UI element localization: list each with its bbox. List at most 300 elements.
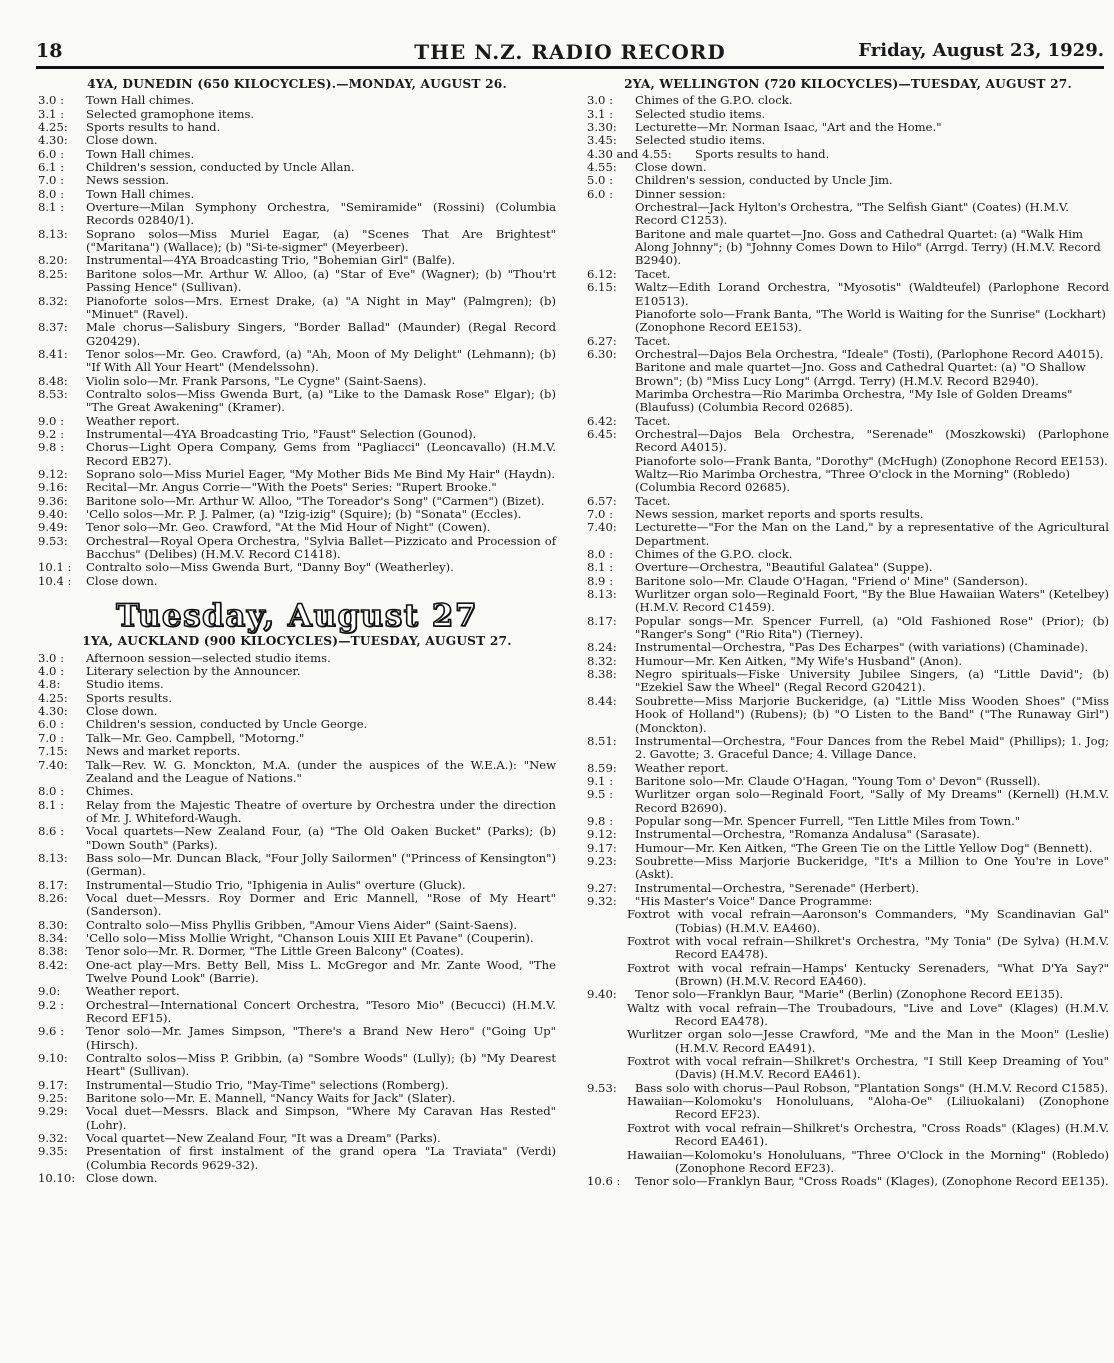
day-heading: Tuesday, August 27	[116, 598, 478, 635]
program-text: Tenor solos—Mr. Geo. Crawford, (a) "Ah, Moon of My Delight" (Lehmann); (b) "If With All Your Heart" (Mendelssohn).	[86, 346, 556, 375]
program-time: 3.0 :	[38, 650, 65, 665]
program-time: 3.1 :	[587, 106, 614, 121]
program-item	[587, 281, 1109, 308]
program-item	[38, 879, 556, 892]
program-item	[38, 959, 556, 986]
program-text: Contralto solos—Miss P. Gribbin, (a) "Sombre Woods" (Lully); (b) "My Dearest Heart" (Sullivan).	[86, 1051, 556, 1079]
program-time: 7.0 :	[38, 730, 65, 745]
program-text: Chimes.	[86, 784, 134, 799]
program-item	[587, 842, 1109, 855]
program-item	[587, 882, 1109, 895]
program-item	[587, 695, 1109, 735]
program-item	[587, 762, 1109, 775]
program-continuation: Foxtrot with vocal refrain—Aaronson's Commanders, "My Scandinavian Gal" (Tobias) (H.M.V. EA460).	[627, 907, 1109, 935]
program-time: 9.6 :	[38, 1024, 65, 1039]
program-item	[38, 652, 556, 665]
program-time: 3.0 :	[587, 93, 614, 108]
program-text: Instrumental—Orchestra, "Romanza Andalusa" (Sarasate).	[635, 827, 980, 842]
program-time: 4.25:	[38, 690, 68, 705]
program-time: 9.36:	[38, 493, 68, 508]
program-item	[38, 799, 556, 826]
program-text: Contralto solos—Miss Gwenda Burt, (a) "Like to the Damask Rose" Elgar); (b) "The Great Awakening" (Kramer).	[86, 386, 556, 415]
program-item	[38, 852, 556, 879]
program-item	[38, 495, 556, 508]
program-continuation: Foxtrot with vocal refrain—Shilkret's Orchestra, "I Still Keep Dreaming of You" (Davis) (H.M.V. Record EA461).	[627, 1054, 1109, 1082]
program-text: Tenor solo—Mr. Geo. Crawford, "At the Mid Hour of Night" (Cowen).	[86, 520, 491, 535]
program-time: 9.1 :	[587, 773, 614, 788]
program-time: 9.32:	[587, 893, 617, 908]
program-text: Selected studio items.	[635, 106, 766, 121]
program-time: 4.30:	[38, 704, 68, 719]
program-time: 9.53:	[38, 533, 68, 548]
program-time: 10.6 :	[587, 1174, 621, 1189]
program-time: 8.26:	[38, 890, 68, 905]
program-item	[38, 134, 556, 147]
program-text: Relay from the Majestic Theatre of overture by Orchestra under the direction of Mr. J. Whiteford-Waugh.	[86, 797, 556, 825]
program-time: 8.1 :	[38, 797, 65, 812]
program-time: 9.10:	[38, 1051, 68, 1066]
program-text: Close down.	[86, 573, 158, 588]
program-text: Soprano solo—Miss Muriel Eager, "My Mother Bids Me Bind My Hair" (Haydn).	[86, 466, 556, 481]
program-time: 9.8 :	[38, 440, 65, 455]
program-time: 8.13:	[38, 226, 68, 241]
program-text: Dinner session:	[635, 186, 726, 201]
program-text: "His Master's Voice" Dance Programme:	[635, 893, 873, 908]
program-time: 8.38:	[38, 944, 68, 959]
program-time: 7.0 :	[587, 507, 614, 521]
program-item	[38, 375, 556, 388]
program-item	[38, 1092, 556, 1105]
program-time: 8.37:	[38, 320, 68, 335]
program-item	[38, 745, 556, 758]
program-time: 6.0 :	[38, 717, 65, 732]
program-text: Bass solo—Mr. Duncan Black, "Four Jolly Sailormen" ("Princess of Kensington") (German).	[86, 850, 556, 879]
program-text: Popular song—Mr. Spencer Furrell, "Ten Little Miles from Town."	[635, 813, 1021, 828]
program-item	[38, 174, 556, 187]
program-item	[38, 1052, 556, 1079]
issue-date: Friday, August 23, 1929.	[858, 40, 1104, 61]
program-item	[38, 228, 556, 255]
program-item	[587, 161, 1109, 174]
program-time: 7.40:	[587, 520, 617, 535]
program-text: Tenor solo—Mr. R. Dormer, "The Little Green Balcony" (Coates).	[86, 944, 464, 959]
program-time: 5.0 :	[587, 173, 614, 188]
program-item	[38, 785, 556, 798]
program-item	[587, 415, 1109, 428]
program-item	[587, 988, 1109, 1001]
program-time: 9.0:	[38, 984, 61, 999]
program-time: 8.1 :	[38, 200, 65, 215]
program-time: 9.8 :	[587, 813, 614, 828]
program-item	[587, 508, 1109, 521]
program-item	[38, 468, 556, 481]
program-time: 6.57:	[587, 493, 617, 508]
program-time: 3.45:	[587, 133, 617, 148]
program-time: 6.30:	[587, 346, 617, 361]
program-text: Humour—Mr. Ken Aitken, "The Green Tie on the Little Yellow Dog" (Bennett).	[635, 840, 1093, 855]
program-text: 'Cello solo—Miss Mollie Wright, "Chanson Louis XIII Et Pavane" (Couperin).	[86, 930, 534, 945]
program-time: 6.27:	[587, 333, 617, 348]
program-text: Talk—Mr. Geo. Campbell, "Motorng."	[86, 730, 305, 745]
program-text: Baritone solo—Mr. Claude O'Hagan, "Friend o' Mine" (Sanderson).	[635, 573, 1028, 588]
program-text: Town Hall chimes.	[86, 186, 195, 201]
program-item	[38, 295, 556, 322]
program-item	[38, 665, 556, 678]
program-text: Close down.	[86, 1171, 158, 1186]
program-time: 4.25:	[38, 120, 68, 135]
program-time: 7.0 :	[38, 173, 65, 188]
program-time: 9.25:	[38, 1091, 68, 1106]
program-item	[38, 161, 556, 174]
program-text: Tenor solo—Mr. James Simpson, "There's a Brand New Hero" ("Going Up" (Hirsch).	[86, 1024, 556, 1052]
station-heading-1ya: 1YA, AUCKLAND (900 KILOCYCLES)—TUESDAY, AUGUST 27.	[82, 634, 512, 649]
program-text: Weather report.	[86, 413, 180, 428]
program-time: 8.24:	[587, 640, 617, 655]
program-time: 10.10:	[38, 1171, 76, 1186]
program-time: 8.30:	[38, 917, 68, 932]
program-item	[587, 641, 1109, 654]
program-continuation: Orchestral—Jack Hylton's Orchestra, "The Selfish Giant" (Coates) (H.M.V. Record C1253).	[635, 200, 1069, 228]
program-time: 9.40:	[587, 987, 617, 1002]
program-item	[38, 825, 556, 852]
program-text: News and market reports.	[86, 744, 241, 759]
program-time: 8.0 :	[38, 784, 65, 799]
program-item	[38, 945, 556, 958]
program-item	[38, 108, 556, 121]
program-text: Soprano solos—Miss Muriel Eagar, (a) "Scenes That Are Brightest" ("Maritana") (Wallace); (b) "Si-te-sigmer" (Meyerbeer).	[86, 226, 556, 255]
program-item	[38, 1145, 556, 1172]
program-time: 8.6 :	[38, 824, 65, 839]
program-item	[38, 1079, 556, 1092]
program-text: Overture—Milan Symphony Orchestra, "Semiramide" (Rossini) (Columbia Records 02840/1).	[86, 200, 556, 228]
program-time: 6.0 :	[38, 146, 65, 161]
program-item	[38, 759, 556, 786]
program-list-1ya	[38, 652, 556, 1186]
program-time: 8.17:	[587, 613, 617, 628]
program-item	[38, 985, 556, 998]
program-time: 9.17:	[38, 1077, 68, 1092]
program-text: Chorus—Light Opera Company, Gems from "Pagliacci" (Leoncavallo) (H.M.V. Record EB27).	[86, 440, 556, 468]
program-item	[38, 481, 556, 494]
program-time: 4.55:	[587, 160, 617, 175]
program-text: Baritone solo—Mr. Claude O'Hagan, "Young Tom o' Devon" (Russell).	[635, 773, 1041, 788]
program-time: 8.51:	[587, 733, 617, 748]
program-text: Chimes of the G.P.O. clock.	[635, 93, 793, 108]
program-time: 4.8:	[38, 677, 61, 692]
program-time: 6.45:	[587, 426, 617, 441]
program-text: Negro spirituals—Fiske University Jubilee Singers, (a) "Little David"; (b) "Ezekiel Saw the Wheel" (Regal Record G20421).	[635, 667, 1109, 695]
program-list-4ya	[38, 94, 556, 588]
program-item	[587, 655, 1109, 668]
program-continuation: Marimba Orchestra—Rio Marimba Orchestra, "My Isle of Golden Dreams" (Blaufuss) (Columbia Record 02685).	[635, 386, 1073, 415]
program-continuation: Waltz with vocal refrain—The Troubadours, "Live and Love" (Klages) (H.M.V. Record EA478).	[627, 1000, 1109, 1029]
program-text: News session.	[86, 173, 170, 188]
program-item	[587, 548, 1109, 561]
program-time: 9.53:	[587, 1080, 617, 1095]
program-time: 9.32:	[38, 1131, 68, 1146]
program-item	[38, 428, 556, 441]
program-time: 9.23:	[587, 853, 617, 868]
program-item	[38, 94, 556, 107]
program-time: 9.0 :	[38, 413, 65, 428]
program-item	[38, 121, 556, 134]
program-text: Selected studio items.	[635, 133, 766, 148]
program-item	[587, 174, 1109, 187]
program-text: Recital—Mr. Angus Corrie—"With the Poets" Series: "Rupert Brooke."	[86, 480, 497, 495]
program-text: Instrumental—Orchestra, "Four Dances from the Rebel Maid" (Phillips); 1. Jog; 2. Gavotte; 3. Graceful Dance; 4. Village Dance.	[635, 733, 1109, 762]
program-item	[38, 919, 556, 932]
program-text: Instrumental—Studio Trio, "May-Time" selections (Romberg).	[86, 1077, 449, 1092]
program-item	[38, 705, 556, 718]
program-item	[587, 148, 1109, 161]
program-time: 9.49:	[38, 520, 68, 535]
program-item	[587, 428, 1109, 455]
program-item	[587, 815, 1109, 828]
program-text: Tenor solo—Franklyn Baur, "Marie" (Berlin) (Zonophone Record EE135).	[635, 987, 1064, 1002]
program-text: Weather report.	[86, 984, 180, 999]
program-time: 9.2 :	[38, 426, 65, 441]
program-time: 8.32:	[587, 653, 617, 668]
program-item	[587, 268, 1109, 281]
program-text: Children's session, conducted by Uncle George.	[86, 717, 368, 732]
program-time: 4.30:	[38, 133, 68, 148]
program-item	[587, 668, 1109, 695]
program-item	[587, 788, 1109, 815]
program-item	[38, 201, 556, 228]
program-time: 8.13:	[587, 587, 617, 602]
program-text: Town Hall chimes.	[86, 93, 195, 108]
program-time: 8.38:	[587, 667, 617, 682]
program-time: 7.40:	[38, 757, 68, 772]
program-text: Contralto solo—Miss Phyllis Gribben, "Amour Viens Aider" (Saint-Saens).	[86, 917, 518, 932]
program-item	[38, 415, 556, 428]
program-text: Overture—Orchestra, "Beautiful Galatea" (Suppe).	[635, 560, 933, 575]
program-text: Waltz—Edith Lorand Orchestra, "Myosotis" (Waldteufel) (Parlophone Record E10513).	[635, 280, 1109, 308]
program-time: 8.25:	[38, 266, 68, 281]
program-time: 6.12:	[587, 266, 617, 281]
program-text: News session, market reports and sports results.	[635, 507, 924, 521]
program-text: Sports results.	[86, 690, 173, 705]
program-item	[38, 1025, 556, 1052]
program-item	[38, 188, 556, 201]
program-item	[587, 895, 1109, 908]
program-text: Vocal quartet—New Zealand Four, "It was a Dream" (Parks).	[86, 1131, 441, 1146]
program-item	[38, 575, 556, 588]
program-item	[587, 1082, 1109, 1095]
program-text: Instrumental—Orchestra, "Serenade" (Herbert).	[635, 880, 920, 895]
program-item	[587, 828, 1109, 841]
program-item	[587, 94, 1109, 107]
program-item	[38, 1105, 556, 1132]
right-column	[587, 78, 1109, 1189]
program-item	[38, 321, 556, 348]
program-time: 6.0 :	[587, 186, 614, 201]
program-text: Vocal duet—Messrs. Black and Simpson, "Where My Caravan Has Rested" (Lohr).	[86, 1104, 556, 1132]
program-text: Instrumental—Orchestra, "Pas Des Echarpes" (with variations) (Chaminade).	[635, 640, 1089, 655]
program-text: Tacet.	[635, 266, 671, 281]
program-text: Instrumental—Studio Trio, "Iphigenia in Aulis" overture (Gluck).	[86, 877, 466, 892]
program-text: Tacet.	[635, 413, 671, 428]
program-text: Violin solo—Mr. Frank Parsons, "Le Cygne" (Saint-Saens).	[86, 373, 427, 388]
program-text: Studio items.	[86, 677, 164, 692]
program-item	[587, 495, 1109, 508]
program-continuation: Pianoforte solo—Frank Banta, "Dorothy" (McHugh) (Zonophone Record EE153).	[635, 453, 1108, 468]
program-time: 6.1 :	[38, 160, 65, 175]
program-time: 8.32:	[38, 293, 68, 308]
program-item	[587, 188, 1109, 201]
program-time: 8.0 :	[38, 186, 65, 201]
program-text: Orchestral—International Concert Orchestra, "Tesoro Mio" (Becucci) (H.M.V. Record EF15).	[86, 997, 556, 1026]
program-item	[38, 1172, 556, 1185]
program-text: Baritone solos—Mr. Arthur W. Alloo, (a) "Star of Eve" (Wagner); (b) "Thou'rt Passing Hence" (Sullivan).	[86, 266, 556, 295]
program-time: 8.41:	[38, 346, 68, 361]
program-time: 3.30:	[587, 120, 617, 135]
program-item	[587, 348, 1109, 361]
masthead-rule	[36, 66, 1104, 69]
program-time: 8.9 :	[587, 573, 614, 588]
program-text: Weather report.	[635, 760, 729, 775]
program-item	[587, 775, 1109, 788]
program-text: Orchestral—Royal Opera Orchestra, "Sylvia Ballet—Pizzicato and Procession of Bacchus" (Delibes) (H.M.V. Record C1418).	[86, 533, 556, 562]
program-time: 6.15:	[587, 280, 617, 295]
program-item	[587, 134, 1109, 147]
program-text: Talk—Rev. W. G. Monckton, M.A. (under the auspices of the W.E.A.): "New Zealand and the League of Nations."	[86, 757, 556, 785]
program-time: 9.12:	[587, 827, 617, 842]
program-text: Instrumental—4YA Broadcasting Trio, "Bohemian Girl" (Balfe).	[86, 253, 456, 268]
program-time: 8.34:	[38, 930, 68, 945]
program-text: Instrumental—4YA Broadcasting Trio, "Faust" Selection (Gounod).	[86, 426, 477, 441]
program-time: 8.0 :	[587, 547, 614, 562]
program-time: 9.27:	[587, 880, 617, 895]
program-continuation: Waltz—Rio Marimba Orchestra, "Three O'clock in the Morning" (Robledo) (Columbia Record 02685).	[635, 466, 1071, 495]
program-item	[587, 561, 1109, 574]
program-text: Popular songs—Mr. Spencer Furrell, (a) "Old Fashioned Rose" (Prior); (b) "Ranger's Song" ("Rio Rita") (Tierney).	[635, 613, 1109, 642]
program-continuation: Foxtrot with vocal refrain—Hamps' Kentucky Serenaders, "What D'Ya Say?" (Brown) (H.M.V. Record EA460).	[627, 960, 1109, 989]
program-text: Pianoforte solos—Mrs. Ernest Drake, (a) "A Night in May" (Palmgren); (b) "Minuet" (Ravel).	[86, 293, 556, 321]
program-continuation: Foxtrot with vocal refrain—Shilkret's Orchestra, "Cross Roads" (Klages) (H.M.V. Record EA461).	[627, 1120, 1109, 1149]
program-text: Town Hall chimes.	[86, 146, 195, 161]
program-text: Vocal quartets—New Zealand Four, (a) "The Old Oaken Bucket" (Parks); (b) "Down South" (Parks).	[86, 824, 556, 852]
program-item	[587, 108, 1109, 121]
left-column	[38, 78, 556, 1186]
program-text: Orchestral—Dajos Bela Orchestra, "Ideale" (Tosti), (Parlophone Record A4015).	[635, 346, 1104, 361]
program-item	[38, 692, 556, 705]
program-text: Afternoon session—selected studio items.	[86, 650, 331, 665]
program-item	[587, 521, 1109, 548]
program-text: Tacet.	[635, 333, 671, 348]
program-time: 4.30 and 4.55:	[587, 146, 672, 161]
program-item	[38, 535, 556, 562]
program-item	[38, 678, 556, 691]
program-text: Bass solo with chorus—Paul Robson, "Plantation Songs" (H.M.V. Record C1585).	[635, 1080, 1109, 1095]
program-text: Tacet.	[635, 493, 671, 508]
program-continuation: Wurlitzer organ solo—Jesse Crawford, "Me and the Man in the Moon" (Leslie) (H.M.V. Record EA491).	[627, 1027, 1109, 1055]
program-time: 9.35:	[38, 1144, 68, 1159]
program-time: 8.1 :	[587, 560, 614, 575]
program-text: Close down.	[86, 704, 158, 719]
program-time: 4.0 :	[38, 664, 65, 679]
program-time: 7.15:	[38, 744, 68, 759]
program-time: 6.42:	[587, 413, 617, 428]
program-text: Sports results to hand.	[695, 146, 830, 161]
program-time: 3.1 :	[38, 106, 65, 121]
station-heading-2ya: 2YA, WELLINGTON (720 KILOCYCLES)—TUESDAY, AUGUST 27.	[624, 77, 1072, 91]
program-time: 8.13:	[38, 850, 68, 865]
program-time: 8.17:	[38, 877, 68, 892]
program-item	[38, 388, 556, 415]
program-item	[38, 148, 556, 161]
program-item	[587, 588, 1109, 615]
program-text: Contralto solo—Miss Gwenda Burt, "Danny Boy" (Weatherley).	[86, 560, 454, 575]
publication-title: THE N.Z. RADIO RECORD	[414, 40, 726, 64]
program-time: 10.4 :	[38, 573, 72, 588]
program-time: 9.2 :	[38, 997, 65, 1012]
program-continuation: Baritone and male quartet—Jno. Goss and Cathedral Quartet: (a) "O Shallow Brown"; (b) "Miss Lucy Long" (Arrgd. Terry) (H.M.V. Record B2940).	[635, 360, 1086, 388]
program-text: Lecturette—Mr. Norman Isaac, "Art and the Home."	[635, 120, 942, 135]
program-text: Presentation of first instalment of the grand opera "La Traviata" (Verdi) (Columbia Records 9629-32).	[86, 1144, 556, 1172]
program-text: Male chorus—Salisbury Singers, "Border Ballad" (Maunder) (Regal Record G20429).	[86, 320, 556, 348]
program-item	[587, 575, 1109, 588]
program-time: 9.16:	[38, 480, 68, 495]
program-text: Sports results to hand.	[86, 120, 221, 135]
program-item	[38, 1132, 556, 1145]
program-list-2ya	[587, 94, 1109, 1188]
program-text: Selected gramophone items.	[86, 106, 255, 121]
program-text: One-act play—Mrs. Betty Bell, Miss L. McGregor and Mr. Zante Wood, "The Twelve Pound Look" (Barrie).	[86, 957, 556, 985]
program-time: 9.12:	[38, 466, 68, 481]
program-text: 'Cello solos—Mr. P. J. Palmer, (a) "Izig-izig" (Squire); (b) "Sonata" (Eccles).	[86, 507, 522, 521]
program-text: Literary selection by the Announcer.	[86, 664, 301, 679]
program-item	[38, 441, 556, 468]
program-item	[38, 254, 556, 267]
program-continuation: Foxtrot with vocal refrain—Shilkret's Orchestra, "My Tonia" (De Sylva) (H.M.V. Record EA478).	[627, 934, 1109, 962]
program-item	[38, 892, 556, 919]
program-text: Wurlitzer organ solo—Reginald Foort, "Sally of My Dreams" (Kernell) (H.M.V. Record B2690).	[635, 787, 1109, 815]
program-item	[38, 561, 556, 574]
program-text: Children's session, conducted by Uncle Allan.	[86, 160, 355, 175]
program-text: Soubrette—Miss Marjorie Buckeridge, (a) "Little Miss Wooden Shoes" ("Miss Hook of Holland") (Rubens); (b) "O Listen to the Band" ("The Runaway Girl") (Monckton).	[635, 693, 1109, 735]
program-time: 8.48:	[38, 373, 68, 388]
program-text: Close down.	[86, 133, 158, 148]
program-item	[38, 268, 556, 295]
program-time: 10.1 :	[38, 560, 72, 575]
program-time: 9.5 :	[587, 787, 614, 802]
program-text: Children's session, conducted by Uncle Jim.	[635, 173, 893, 188]
program-item	[38, 521, 556, 534]
program-text: Baritone solo—Mr. E. Mannell, "Nancy Waits for Jack" (Slater).	[86, 1091, 456, 1106]
program-item	[38, 732, 556, 745]
program-item	[587, 1175, 1109, 1188]
program-item	[587, 735, 1109, 762]
program-continuation: Hawaiian—Kolomoku's Honoluluans, "Three O'Clock in the Morning" (Robledo) (Zonophone Record EF23).	[627, 1147, 1109, 1175]
program-continuation: Hawaiian—Kolomoku's Honoluluans, "Aloha-Oe" (Liliuokalani) (Zonophone Record EF23).	[627, 1094, 1109, 1122]
program-item	[587, 855, 1109, 882]
program-item	[587, 121, 1109, 134]
program-time: 9.29:	[38, 1104, 68, 1119]
program-item	[587, 615, 1109, 642]
program-item	[587, 335, 1109, 348]
program-item	[38, 999, 556, 1026]
program-time: 8.59:	[587, 760, 617, 775]
program-text: Tenor solo—Franklyn Baur, "Cross Roads" (Klages), (Zonophone Record EE135).	[635, 1174, 1109, 1189]
program-text: Vocal duet—Messrs. Roy Dormer and Eric Mannell, "Rose of My Heart" (Sanderson).	[86, 890, 556, 919]
program-time: 3.0 :	[38, 93, 65, 108]
program-text: Close down.	[635, 160, 707, 175]
program-time: 8.44:	[587, 693, 617, 708]
program-text: Soubrette—Miss Marjorie Buckeridge, "It's a Million to One You're in Love" (Askt).	[635, 853, 1109, 882]
program-time: 8.53:	[38, 386, 68, 401]
program-time: 8.42:	[38, 957, 68, 972]
